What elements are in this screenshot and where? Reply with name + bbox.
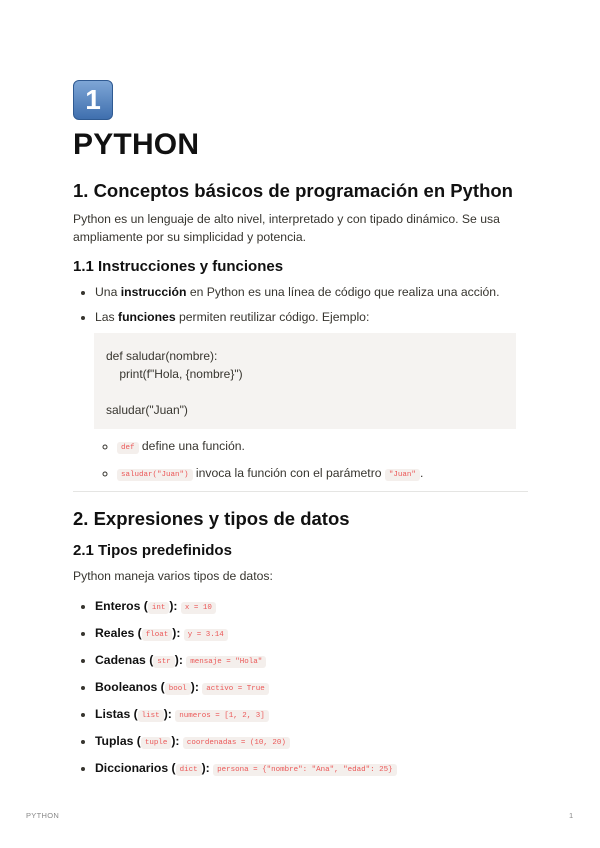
inline-code: saludar("Juan") xyxy=(117,469,193,481)
inline-code: def xyxy=(117,442,139,454)
type-close: ): xyxy=(174,653,183,667)
inline-code: dict xyxy=(176,764,202,776)
section-2-heading: 2. Expresiones y tipos de datos xyxy=(73,508,350,529)
type-close: ): xyxy=(201,761,210,775)
type-name: Tuplas ( xyxy=(95,734,141,748)
inline-code: persona = {"nombre": "Ana", "edad": 25} xyxy=(213,764,397,776)
list-item xyxy=(95,732,528,752)
code-notes-list xyxy=(95,437,528,484)
list-item xyxy=(95,759,528,779)
page-number: 1 xyxy=(569,811,574,820)
type-close: ): xyxy=(169,599,178,613)
list-item xyxy=(117,464,528,484)
type-name: Diccionarios ( xyxy=(95,761,176,775)
inline-code: "Juan" xyxy=(385,469,420,481)
inline-code: x = 10 xyxy=(181,602,216,614)
keycap-one-icon: 1 xyxy=(73,80,113,120)
type-name: Enteros ( xyxy=(95,599,148,613)
type-name: Reales ( xyxy=(95,626,142,640)
code-block: def saludar(nombre): print(f"Hola, {nombre}") saludar("Juan") xyxy=(94,333,516,429)
inline-code: list xyxy=(138,710,164,722)
inline-code: float xyxy=(142,629,173,641)
inline-code: str xyxy=(153,656,175,668)
bullet-text: define una función. xyxy=(138,439,245,453)
inline-code: y = 3.14 xyxy=(184,629,228,641)
inline-code: mensaje = "Hola" xyxy=(186,656,266,668)
bullet-bold-term: funciones xyxy=(118,310,176,324)
bullet-bold-term: instrucción xyxy=(120,285,187,299)
inline-code: bool xyxy=(165,683,191,695)
list-item xyxy=(95,678,528,698)
type-close: ): xyxy=(172,626,181,640)
inline-code: tuple xyxy=(141,737,172,749)
list-item xyxy=(95,283,528,301)
section-1-intro: Python es un lenguaje de alto nivel, interpretado y con tipado dinámico. Se usa ampliamente por su simplicidad y potencia. xyxy=(73,212,500,244)
type-close: ): xyxy=(190,680,199,694)
type-name: Booleanos ( xyxy=(95,680,165,694)
section-2-1-intro: Python maneja varios tipos de datos: xyxy=(73,569,273,583)
section-1-1-list xyxy=(73,283,528,484)
page-title: PYTHON xyxy=(73,128,200,161)
type-name: Listas ( xyxy=(95,707,138,721)
type-close: ): xyxy=(163,707,172,721)
type-name: Cadenas ( xyxy=(95,653,154,667)
data-types-list xyxy=(73,597,528,779)
list-item xyxy=(95,624,528,644)
section-1-1-heading: 1.1 Instrucciones y funciones xyxy=(73,258,284,275)
divider xyxy=(73,491,528,492)
bullet-text: Una xyxy=(95,285,121,299)
list-item xyxy=(95,308,528,484)
list-item xyxy=(117,437,528,457)
inline-code: numeros = [1, 2, 3] xyxy=(175,710,269,722)
bullet-text: invoca la función con el parámetro xyxy=(192,466,385,480)
document-body xyxy=(73,80,528,786)
bullet-text: en Python es una línea de código que realiza una acción. xyxy=(186,285,500,299)
section-2-1-heading: 2.1 Tipos predefinidos xyxy=(73,542,232,559)
bullet-text: Las xyxy=(95,310,119,324)
list-item xyxy=(95,651,528,671)
inline-code: activo = True xyxy=(202,683,269,695)
bullet-text: . xyxy=(419,466,424,480)
list-item xyxy=(95,597,528,617)
list-item xyxy=(95,705,528,725)
bullet-text: permiten reutilizar código. Ejemplo: xyxy=(175,310,370,324)
inline-code: int xyxy=(148,602,170,614)
section-1-heading: 1. Conceptos básicos de programación en Python xyxy=(73,180,513,201)
type-close: ): xyxy=(171,734,180,748)
footer-title: PYTHON xyxy=(26,811,60,820)
inline-code: coordenadas = (10, 20) xyxy=(183,737,290,749)
